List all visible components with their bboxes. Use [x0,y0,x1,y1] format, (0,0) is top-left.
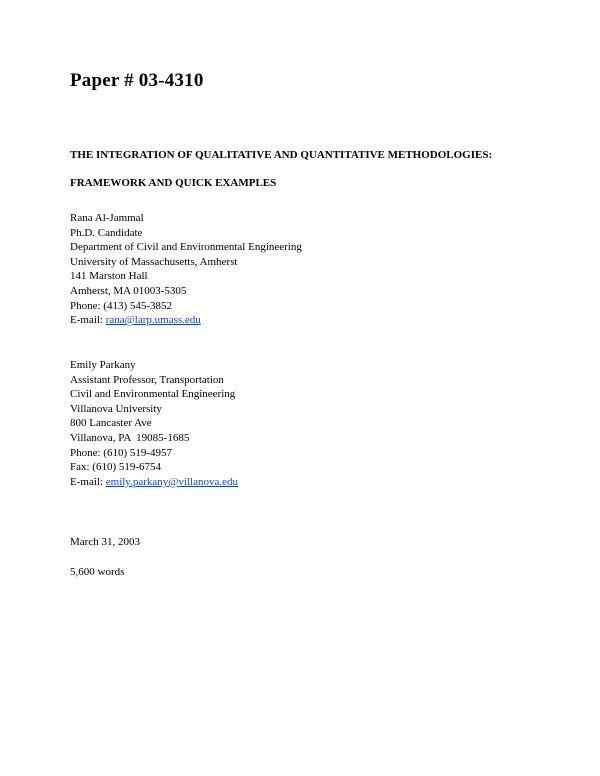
word-count: 5,600 words [70,566,125,578]
author-1-phone: Phone: (413) 545-3852 [70,299,173,312]
author-2-fax: Fax: (610) 519-6754 [70,461,162,474]
author-2-phone: Phone: (610) 519-4957 [70,446,173,459]
author-1-email-link[interactable]: rana@larp.umass.edu [105,314,201,327]
author-1-email-label: E-mail: [70,314,106,327]
author-2-email-line [70,475,238,490]
author-1-block [70,211,302,328]
author-1-email-line [70,313,302,328]
paper-number: Paper # 03-4310 [70,70,204,91]
submission-date: March 31, 2003 [70,536,140,548]
author-1-university: University of Massachusetts, Amherst [70,255,238,268]
author-2-department: Civil and Environmental Engineering [70,388,236,401]
author-1-name: Rana Al-Jammal [70,212,144,224]
author-2-street: 800 Lancaster Ave [70,417,152,430]
author-2-email-label: E-mail: [70,475,106,488]
author-2-city: Villanova, PA 19085-1685 [70,431,190,444]
author-1-city: Amherst, MA 01003-5305 [70,284,187,297]
author-2-university: Villanova University [70,402,162,415]
author-2-email-link[interactable]: emily.parkany@villanova.edu [105,475,238,488]
author-1-street: 141 Marston Hall [70,270,148,283]
author-2-block [70,358,238,489]
author-1-department: Department of Civil and Environmental Engineering [70,241,302,254]
author-2-position: Assistant Professor, Transportation [70,373,224,386]
paper-title-line-1: THE INTEGRATION OF QUALITATIVE AND QUANTITATIVE METHODOLOGIES: [70,149,493,161]
paper-title-line-2: FRAMEWORK AND QUICK EXAMPLES [70,177,277,189]
author-2-name: Emily Parkany [70,359,136,371]
author-1-position: Ph.D. Candidate [70,226,143,239]
